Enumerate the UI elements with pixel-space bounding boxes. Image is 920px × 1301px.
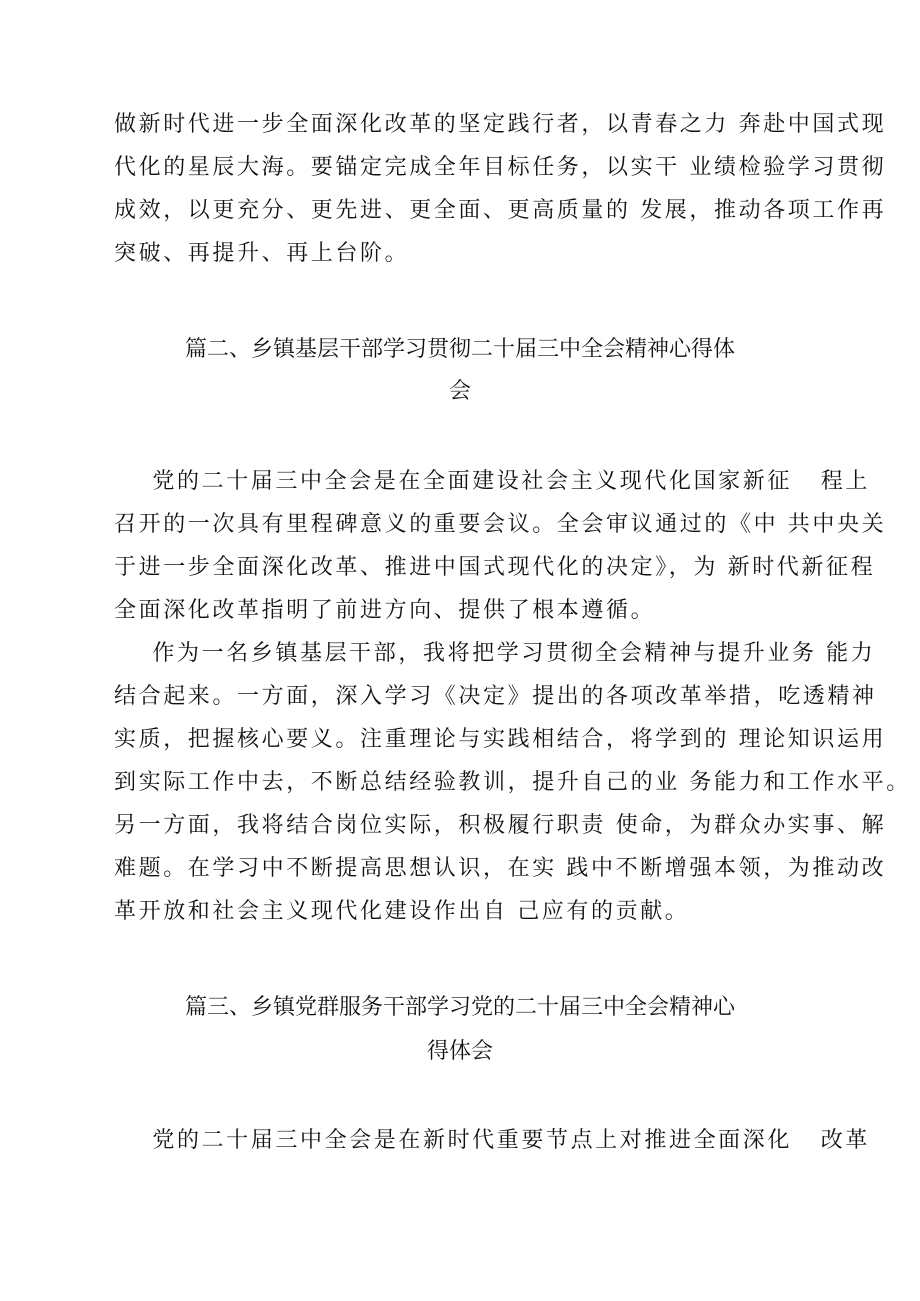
paragraph-line: 到实际工作中去，不断总结经验教训，提升自己的业 务能力和工作水平。 [114, 770, 911, 795]
paragraph-line: 作为一名乡镇基层干部，我将把学习贯彻全会精神与提升业务 能力 [114, 641, 876, 666]
paragraph-line: 革开放和社会主义现代化建设作出自 己应有的贡献。 [114, 899, 690, 924]
paragraph-line: 实质，把握核心要义。注重理论与实践相结合，将学到的 理论知识运用 [114, 727, 887, 752]
paragraph-line: 难题。在学习中不断提高思想认识，在实 践中不断增强本领，为推动改 [114, 856, 887, 881]
section-title: 得体会 [426, 1039, 493, 1064]
paragraph-line: 代化的星辰大海。要锚定完成全年目标任务，以实干 业绩检验学习贯彻 [114, 155, 887, 180]
paragraph-line: 结合起来。一方面，深入学习《决定》提出的各项改革举措，吃透精神 [114, 684, 877, 709]
paragraph-line: 党的二十届三中全会是在新时代重要节点上对推进全面深化 改革 [114, 1128, 870, 1153]
paragraph-line: 于进一步全面深化改革、推进中国式现代化的决定》，为 新时代新征程 [114, 555, 876, 580]
section-title: 会 [448, 379, 471, 404]
section-title: 篇三、乡镇党群服务干部学习党的二十届三中全会精神心 [184, 995, 735, 1020]
paragraph-line: 做新时代进一步全面深化改革的坚定践行者，以青春之力 奔赴中国式现 [114, 112, 887, 137]
paragraph-line: 召开的一次具有里程碑意义的重要会议。全会审议通过的《中 共中央关 [114, 512, 887, 537]
paragraph-line: 全面深化改革指明了前进方向、提供了根本遵循。 [114, 598, 656, 623]
paragraph-line: 党的二十届三中全会是在全面建设社会主义现代化国家新征 程上 [114, 469, 870, 494]
section-title: 篇二、乡镇基层干部学习贯彻二十届三中全会精神心得体 [184, 337, 735, 362]
paragraph-line: 另一方面，我将结合岗位实际，积极履行职责 使命，为群众办实事、解 [114, 813, 887, 838]
paragraph-line: 成效，以更充分、更先进、更全面、更高质量的 发展，推动各项工作再 [114, 198, 887, 223]
paragraph-line: 突破、再提升、再上台阶。 [114, 241, 410, 266]
